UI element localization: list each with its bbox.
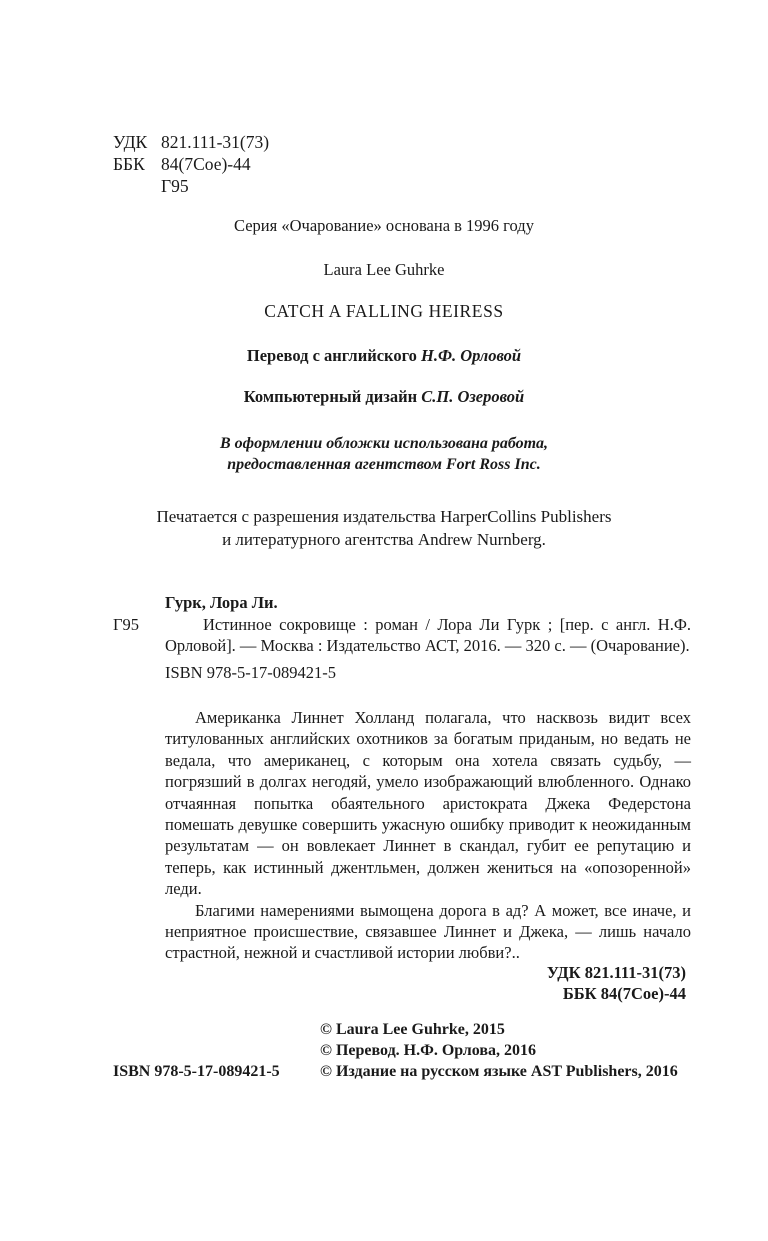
copyright-block [113, 1019, 686, 1082]
permission-line-1: Печатается с разрешения издательства HarperCollins Publishers [156, 507, 612, 526]
cover-note-line-2: предоставленная агентством Fort Ross Inc. [227, 456, 541, 473]
bbk-bottom: ББК 84(7Сое)-44 [562, 984, 686, 1003]
author-name-latin: Laura Lee Guhrke [323, 260, 445, 279]
translator-name: Н.Ф. Орловой [421, 346, 522, 365]
cip-description: Истинное сокровище : роман / Лора Ли Гурк ; [пер. с англ. Н.Ф. Орловой]. — Москва : Издательство АСТ, 2016. — 320 с. — (Очарование). [165, 614, 691, 655]
classification-row-udk [113, 131, 269, 153]
translation-credit [0, 346, 768, 366]
udk-bottom: УДК 821.111-31(73) [546, 963, 686, 982]
cip-description-row [113, 614, 691, 657]
classification-block-bottom [547, 962, 686, 1004]
cip-index: Г95 [113, 614, 140, 634]
annotation-block [165, 707, 691, 964]
cip-author-heading: Гурк, Лора Ли. [165, 593, 278, 612]
design-prefix: Компьютерный дизайн [243, 387, 422, 406]
design-credit [0, 387, 768, 407]
original-title: CATCH A FALLING HEIRESS [264, 301, 504, 321]
copyright-row [113, 1040, 686, 1061]
copyright-line: © Laura Lee Guhrke, 2015 [320, 1021, 505, 1038]
front-matter-credits [0, 216, 768, 551]
publication-permission-note [0, 505, 768, 551]
annotation-paragraph: Благими намерениями вымощена дорога в ад? А может, все иначе, и неприятное происшествие, связавшее Линнет и Джека, — лишь начало страстной, нежной и счастливой истории любви?.. [165, 900, 691, 963]
annotation-paragraph: Американка Линнет Холланд полагала, что насквозь видит всех титулованных английских охотников за богатым приданым, но ведать не ведала, что американец, с которым она хотела связать судьбу, — погрязший в долгах негодяй, умело изображающий влюбленного. Однако отчаянная попытка обаятельного аристократа Джека Федерстона помешать девушке совершить ужасную ошибку приводит к неожиданным результатам — он вовлекает Линнет в скандал, губит ее репутацию и теперь, как истинный джентльмен, должен жениться на «опозоренной» леди. [165, 708, 691, 899]
series-line: Серия «Очарование» основана в 1996 году [234, 216, 534, 235]
udk-value: 821.111-31(73) [161, 132, 270, 152]
copyright-row [113, 1019, 686, 1040]
bbk-label: ББК [113, 154, 145, 174]
cip-block [113, 592, 691, 683]
copyright-row [113, 1061, 686, 1082]
classification-row-bbk [113, 153, 269, 175]
copyright-line: © Издание на русском языке AST Publishers, 2016 [320, 1063, 678, 1080]
designer-name: С.П. Озеровой [421, 387, 525, 406]
cover-note-line-1: В оформлении обложки использована работа, [219, 435, 549, 452]
author-index-value: Г95 [161, 176, 189, 196]
cover-artwork-note [0, 433, 768, 475]
translation-prefix: Перевод с английского [246, 346, 422, 365]
classification-row-author-index [113, 175, 269, 197]
udk-label: УДК [113, 132, 148, 152]
permission-line-2: и литературного агентства Andrew Nurnberg. [222, 530, 546, 549]
bbk-value: 84(7Сое)-44 [161, 154, 251, 174]
isbn-value: ISBN 978-5-17-089421-5 [113, 1063, 280, 1080]
copyright-line: © Перевод. Н.Ф. Орлова, 2016 [320, 1042, 537, 1059]
cip-isbn: ISBN 978-5-17-089421-5 [165, 662, 336, 682]
classification-block-top [113, 131, 269, 197]
